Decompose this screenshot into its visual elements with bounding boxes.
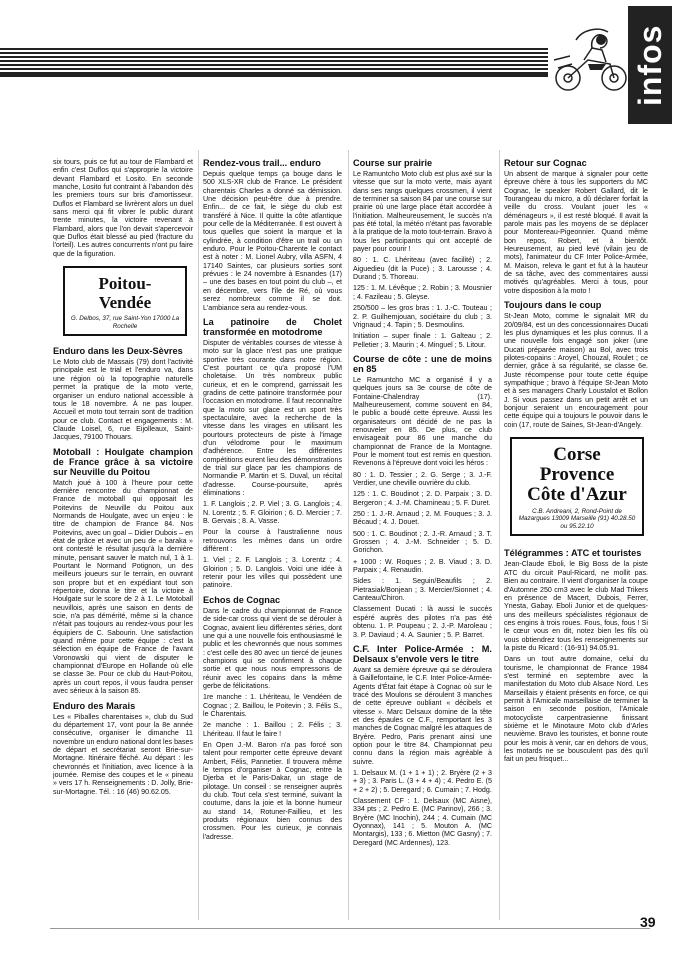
results-text: 80 : 1. C. Lhériteau (avec facilité) ; 2. Aiguedieu (dit la Puce) ; 3. Larousse ; 4. Durand ; 5. Thoreau. [353, 256, 492, 282]
article-text: Jean-Claude Eboli, le Big Boss de la piste ATC du circuit Paul-Ricard, ne mollit pas. Bien au contraire. Il vient d'organiser la coupe d'Automne 250 cm3 avec le club Mad Trikers en présence de Macert, Dubois, Ferrer, Ynesta, Gabay. Eboli Junior et de quelques-uns des meilleurs spécialistes régionaux de ces engins à trois roues. Fous, fous, fous ! Si le cœur vous en dit, notez bien les fils où vous obtiendrez tous les renseignements sur la piste du Ricard : (16-91) 94.05.91. [504, 560, 648, 652]
region-title: Corse [553, 443, 601, 465]
region-box-poitou-vendee [63, 266, 187, 336]
results-text: 80 : 1. D. Tessier ; 2. G. Serge ; 3. J.-F. Verdier, une cheville ouvrière du club. [353, 470, 492, 487]
article-heading: Course sur prairie [353, 158, 433, 168]
article-text: Pour la course à l'australienne nous retrouvons les mêmes dans un ordre différent : [203, 528, 342, 554]
article-heading: Enduro dans les Deux-Sèvres [53, 346, 183, 357]
column-divider [348, 150, 349, 920]
results-text: 1. Delsaux M. (1 + 1 + 1) ; 2. Bryère (2 + 3 + 3) ; 3. Paris L. (3 + 4 + 4) ; 4. Pedro E. (5 + 2 + 2) ; 5. Deregard ; 6. Cumain ; 7. Hodg. [353, 768, 492, 794]
article-text: six tours, puis ce fut au tour de Flambard et enfin c'est Duflos qui s'appropriе la victoire devant Flambard et Losito. En seconde manche, Losito fut contraint à l'abandon dès les premiers tours sur bris d'amortisseur. Duflos et Flambard se livrèrent alors un duel sans merci qui fit vibrer le public durant trente minutes, la victoire revenant à Flambard, alors que l'on devait s'apercevoir que Duflos était blessé au pied (fracture du l'orteil). Les autres concurrents n'ont pu faire que de la figuration. [53, 158, 193, 258]
article-text: Le Ramuntcho Moto club est plus axé sur la vitesse que sur la moto verte, mais ayant dans ses rangs quelques crossmen, il vient de terminer sa saison 84 par une course sur prairie où une large place était accordée à l'initiation. Malheureusement, le succès n'a pas été total, la météo n'étant pas favorable à la pratique de la moto tout-terrain. Bravo à tous les participants qui ont accepté de payer pour courir ! [353, 170, 492, 254]
results-text: 125 : 1. C. Boudinot ; 2. D. Parpaix ; 3. D. Bergeron ; 4. J.-M. Chamineau ; 5. F. Duret. [353, 490, 492, 507]
article-text: Le Ramuntcho MC a organisé il y a quelques jours sa 3e course de côte de Fontaine-Chalendray (17). Malheureusement, comme souvent en 84, le public a boudé cette épreuve. Aussi les organisateurs ont décidé de ne pas la renouveler en 85. De plus, ce club envisageait pour 86 une manche du championnat de France de la Montagne. Pour le moment tout est remis en question. Revenons à l'épreuve dont voici les héros : [353, 375, 492, 468]
footer-rule [50, 928, 650, 929]
article-text: Depuis quelque temps ça bouge dans le 500 XLS-XR club de France. Le président charentais Charles a donné sa démission. Une décision peut-être due à prendre. Enfin... de ce fait, le siège du club est transféré à Nice. Il quitte la côte atlantique pour celle de la Méditerranée. Il est ouvert à tous quelles que soient la marque et la cylindrée, à condition d'être un trail ou un enduro. Pour le Poitou-Charente le contact est à noter : M. Lionel Aubry, villa ASFN, 4 17140 Saintes, car plusieurs sorties sont prévues : le 24 novembre à Esnandes (17) – une des bases en tout point du club –, et en décembre, vers l'île de Ré, où vous serez nombreux comme il se doit. L'ambiance sera au rendez-vous. [203, 170, 342, 312]
results-text: + 1000 : W. Roques ; 2. B. Viaud ; 3. D. Parpaix ; 4. Renaudin. [353, 557, 492, 575]
region-title: Côte d'Azur [527, 483, 627, 505]
article-text: Le Moto club de Massais (79) dont l'activité principale est le trial et l'enduro va, dans une région où la topographie naturelle permet la pratique de la moto verte, organiser un enduro national accessible à tous le 18 novembre. À ne pas louper. Accueil et moto tout terrain sont de tradition pour ce club. Contact et engagements : M. Claude Loisel, 6, rue Eijolleaux, Saint-Jacques, 79100 Thouars. [53, 358, 193, 442]
results-text: 1. Viel ; 2. F. Langlois ; 3. Lorentz ; 4. Gloirion ; 5. D. Langlois. Voici une idée à retenir pour les villes qui possèdent une patinoire. [203, 556, 342, 590]
column-divider [198, 150, 199, 920]
results-text: Sides : 1. Seguin/Beaufils ; 2. Pietrasiak/Bonjean ; 3. Mercier/Sionnet ; 4. Canteau/Chiron. [353, 577, 492, 603]
column-2 [203, 158, 342, 844]
article-heading: Enduro des Marais [53, 700, 136, 711]
results-text: Initiation – super finale : 1. Galteau ; 2. Pelletier ; 3. Maurin ; 4. Minguel ; 5. Litour. [353, 332, 492, 349]
column-3 [353, 158, 492, 850]
region-title: Vendée [98, 293, 152, 313]
results-text: 250 : 1. J.-R. Arnaud ; 2. M. Fouques ; 3. J. Bécaud ; 4. J. Douet. [353, 510, 492, 527]
article-text: En Open J.-M. Baron n'a pas forcé son talent pour remporter cette épreuve devant Ambert, Félis, Pannetier. Il trouvera même le temps d'organiser à Cognac, entre la Djerba et le Paris-Dakar, un stage de pilotage. Un conseil : se renseigner auprès du club. Tout cela s'est terminé, suivant la coutume, dans la joie et la bonne humeur au stand 14, Rotuner-Faillieu, et les produits régionaux bien connus des crossmen. Pour les curieux, je connais l'adresse. [203, 740, 342, 841]
article-text: Avant sa dernière épreuve qui se déroulera à Gaillefontaine, le C.F. Inter Police-Armée-Agents d'État fait étape à Cognac où sur le tracé des Moulons se déroulent 3 manches de cette épreuve oubliant « décibels et vitesse ». Marc Delsaux domine de la tête et des épaules ce C.F., remportant les 3 manches de Cognac malgré les attaques de Bryère. Pedro, Paris prenant ainsi une option pour le titre 84. Championnat peu connu dans la région mais agréable à suivre. [353, 665, 492, 766]
article-heading: Echos de Cognac [203, 594, 281, 605]
results-text: 500 : 1. C. Boudinot ; 2. J.-R. Arnaud ; 3. T. Grossen ; 4. J.-M. Schneider ; 5. D. Gorichon. [353, 529, 492, 555]
region-box-corse-provence [510, 437, 644, 537]
article-heading: Motoball : Houlgate champion de France grâce à sa victoire sur Neuville du Poitou [53, 446, 193, 477]
article-heading: Toujours dans le coup [504, 300, 602, 311]
article-text: St-Jean Moto, comme le signalait MR du 20/09/84, est un des concessionnaires Ducati les plus dynamiques et les plus connus. Il a une nouvelle fois engagé son joker (une Ducati préparée maison) au Bol, avec trois pilotes-copains : Aroyel, Chouzal, Roulet ; ce dernier, grâce à sa régularité, se classe 6e. Juste récompense pour toute cette équipe sympathique ; bravo à l'équipe St-Jean Moto et à ses managers Charly Loustalot et Bollon J. Si vous passez dans un petit arrêt et un bonjour seraient un encouragement pour cette équipe qui a toujours le pouvoir dans le coin (17, route de Saines, St-Jean-d'Angely. [504, 312, 648, 429]
results-text: 1re manche : 1. Lhériteau, le Vendéen de Cognac ; 2. Baillou, le Poitevin ; 3. Félis S., le Charentais. [203, 693, 342, 718]
article-heading: Course de côte : une de moins en 85 [353, 353, 492, 374]
article-text: Match joué à 100 à l'heure pour cette dernière rencontre du championnat de France de motoball qui opposait les Poitevins de Neuville du Poitou aux Normands de Houlgate, avec un enjeu : le titre de champion de France 84. Nos Poitevins, avec un goal – Didier Dubois – en état de grâce et avec un peu de « baraka » ont contesté le résultat jusqu'à la dernière minute, pensant sauver le match nul, 1 à 1. Pourtant le Normand Potignon, un des meilleurs joueurs sur le terrain, en ouvrant son propre but et en expédiant tout son répertoire, donna le titre et la victoire à Houlgate sur le score de 2 à 1. Le Motoball neuvillois, après une saison en dents de scie, n'a pas démérité, même si la chance n'était pas toujours au rendez-vous pour les équipiers de C. Sabourin. Une satisfaction quand même pour cette équipe : c'est la sélection en équipe de France de l'avant Voronowski qui vient de disputer le championnat d'Europe en Hollande où elle se classe 3e. Pour ce club du Haut-Poitou, après un court repos, il vous faudra penser avec sérieux à la saison 85. [53, 478, 193, 696]
article-heading: La patinoire de Cholet transformée en motodrome [203, 316, 342, 337]
column-1 [53, 158, 193, 799]
article-heading: Télégrammes : ATC et touristes [504, 548, 642, 559]
results-text: 2e manche : 1. Baillou ; 2. Félis ; 3. Lhériteau. Il faut le faire ! [203, 721, 342, 738]
article-text: Dans un tout autre domaine, celui du tourisme, le championnat de France 1984 s'est terminé en septembre avec la manifestation du Moto club Alsace Nord. Les Marseillais y étaient présents en force, ce qui permit à l'Amicale marseillaise de terminer la saison en seconde position, l'Amicale motocycliste carpentrasienne finissant sixième et le Minotaure Moto club d'Arles neuvième. Bravo les touristes, et bonne route pour les mois à venir, car en dehors de vous, les motards ne se bousculent pas dès qu'il fait un peu frisquet... [504, 655, 648, 764]
results-text: 125 : 1. M. Lévêque ; 2. Robin ; 3. Mousnier ; 4. Fazileau ; 5. Gleyse. [353, 284, 492, 301]
region-title: Provence [539, 463, 615, 485]
section-tab-infos: infos [628, 6, 672, 124]
article-text: Un absent de marque à signaler pour cette épreuve chère à tous les supporters du MC Cognac, le speaker Robert Gallard, dit le Tourangeau du micro, a dû déclarer forfait la veille du cross. Voulant jouer les « déménageurs », il est resté bloqué. Il avait la parole mais pas les moyens de se déplacer pour Montereau-Pigeonnier. Quand même bon repos, Robert, et à bientôt. Heureusement, au pied levé (vilain jeu de mots), l'animateur du CF Inter Police-Armée, M. Maison, relevа le gant et fut à la hauteur de sa tâche, avec des commentaires aussi motivés qu'agréables. Merci à tous, pour votre disposition à la moto ! [504, 170, 648, 295]
column-4 [504, 158, 648, 767]
article-text: Les « Piballes charentaises », club du Sud du département 17, vont pour la 8e année consécutive, organiser le dimanche 11 novembre un enduro national dont les bases de départ et secrétariat seront Brie-sur-Mortagne. Itinéraire fléché. Au départ : les chevronnés et l'initiation, avec licence à la journée. Remise des coupes et le « pineau » vers 17 h. Renseignements : D. Jolly, Brie-sur-Mortagne. Tél. : 16 (46) 90.62.05. [53, 712, 194, 796]
header-rule [0, 74, 548, 77]
article-heading: Rendez-vous trail... enduro [203, 158, 321, 168]
results-text: 1. F. Langlois ; 2. P. Viel ; 3. G. Langlois ; 4. N. Lorentz ; 5. F. Gloirion ; 6. D. Mercier ; 7. B. Gervais ; 8. A. Vasse. [203, 500, 342, 526]
page-number: 39 [640, 914, 656, 930]
region-title: Poitou- [98, 274, 152, 294]
correspondent-address: G. Delbos, 37, rue Saint-Yon 17000 La Rochelle [70, 315, 180, 330]
motorcycle-rider-illustration [540, 20, 640, 100]
results-text: Classement CF : 1. Delsaux (MC Aisne), 334 pts ; 2. Pedro E. (MC Parinov), 266 ; 3. Bryère (MC Inochin), 244 ; 4. Cumain (MC Oyonnax), 141 ; 5. Mouton A. (MC Montargis), 133 ; 6. Mietton (MC Gasny) ; 7. Deregard (MC Ardennes), 123. [353, 797, 492, 847]
article-heading: Retour sur Cognac [504, 158, 587, 168]
article-text: Disputer de véritables courses de vitesse à moto sur la glace n'est pas une pratique sportive très courante dans notre région. C'est pourtant ce qu'a proposé l'UM choletaise. Un très nombreux public curieux, et en le comprend, garnissait les gradins de cette patinoire transformée pour l'occasion en motodrome. Il faut reconnaître que la moto sur glace est un sport très spectaculaire, avec la recherche de la vitesse dans les virages en utilisant les pourtours protecteurs de piste à l'image d'un vélodrome pour le maximum d'adhérence. Entre les différentes compétitions eurent lieu des démonstrations de trial sur glace par les champions de Normandie P. Martin et S. Duval, un récital d'adresse. Course-poursuite, après éliminations : [203, 338, 342, 498]
article-text: Dans le cadre du championnat de France de side-car cross qui vient de se dérouler à Cognac, avaient lieu différentes séries, dont une qui a une nouvelle fois enthousiasmé le public et les chevronnés que nous sommes : c'est celle des 80 avec un tiercé de jeunes champions qui se confirment à chaque sortie et que nous nous empressons de réunir avec les copains dans la même gerbe de félicitations. [203, 606, 342, 690]
results-text: Classement Ducati : là aussi le succès espéré auprès des pilotes n'a pas été obtenu. 1. P. Poupeau ; 2. J.-P. Maroleau ; 3. P. Daviaud ; 4. A. Saunier ; 5. P. Barret. [353, 605, 492, 639]
header-band [0, 48, 548, 74]
results-text: 250/500 – les gros bras : 1. J.-C. Touteau ; 2. P. Guilhemjouan, sociétaire du club ; 3. Vrignaud ; 4. Tapin ; 5. Desmoulins. [353, 304, 492, 329]
article-heading: C.F. Inter Police-Armée : M. Delsaux s'envole vers le titre [353, 643, 492, 664]
column-divider [499, 150, 500, 920]
correspondent-address: C.B. Andreani, 2, Rond-Point de Mazargues 13009 Marseille (91) 40.28.50 ou 95.22.10 [518, 507, 636, 530]
